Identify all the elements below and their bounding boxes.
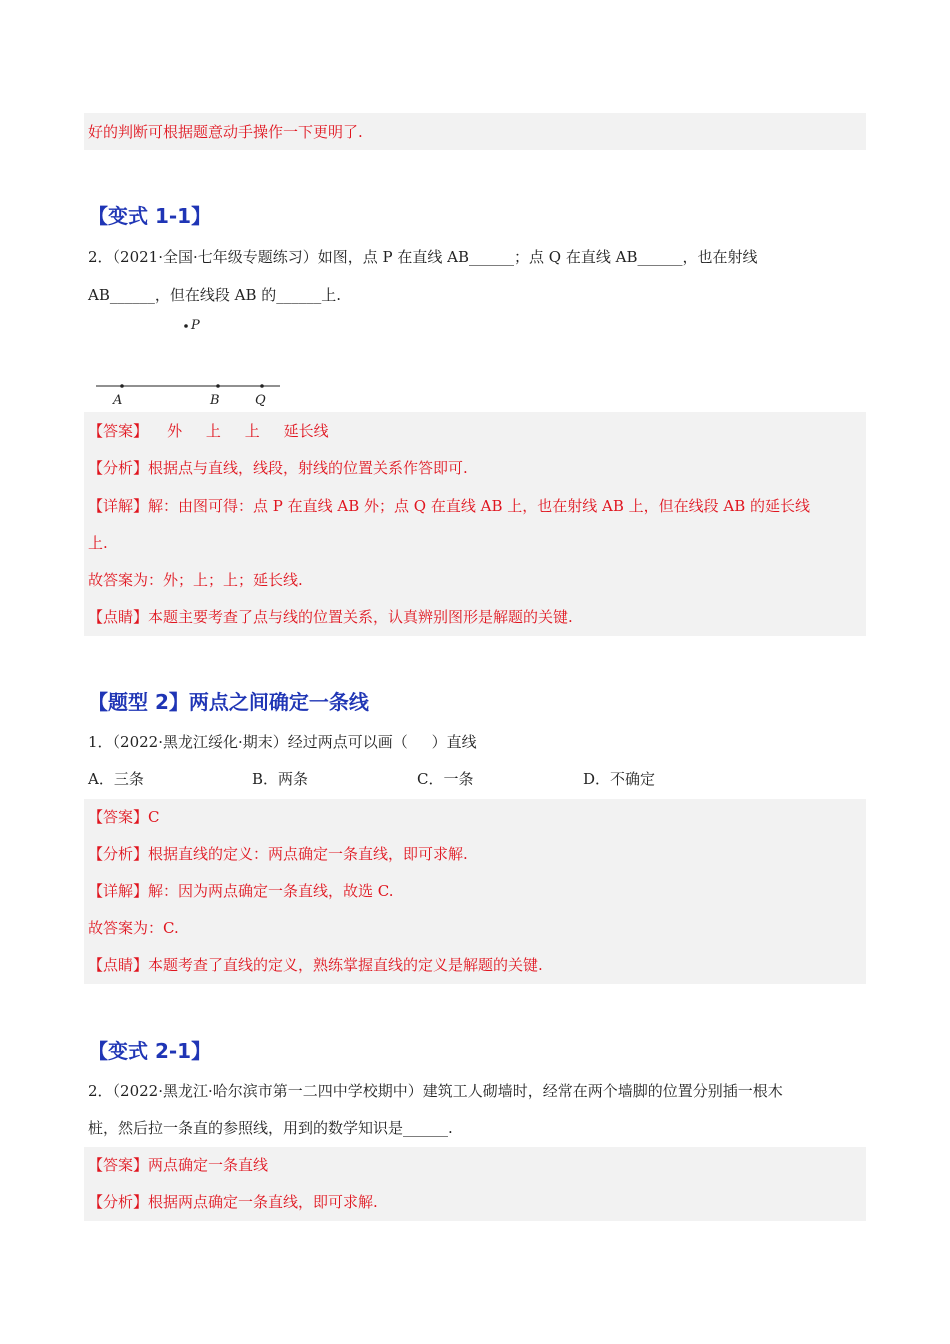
geometry-figure	[90, 312, 290, 412]
analysis-line: 【分析】根据直线的定义：两点确定一条直线，即可求解.	[88, 845, 468, 863]
answer-line: 【答案】 外 上 上 延长线	[88, 422, 329, 440]
option-d: D．不确定	[583, 770, 656, 788]
final-answer-line: 故答案为：外；上；上；延长线.	[88, 571, 303, 589]
question-line-1: 2．（2022·黑龙江·哈尔滨市第一二四中学校期中）建筑工人砌墙时，经常在两个墙脚的位置分别插一根木	[88, 1082, 783, 1100]
intro-line: 好的判断可根据题意动手操作一下更明了.	[88, 123, 363, 141]
question-line-1: 2．（2021·全国·七年级专题练习）如图，点 P 在直线 AB______；点 Q 在直线 AB______，也在射线	[88, 248, 758, 266]
point-b-dot	[216, 384, 220, 388]
point-a-dot	[120, 384, 124, 388]
heading-variant-1-1: 【变式 1-1】	[88, 204, 212, 228]
point-p-dot	[184, 324, 188, 328]
answer-line: 【答案】C	[88, 808, 160, 826]
final-answer-line: 故答案为：C.	[88, 919, 179, 937]
point-q-label: Q	[255, 393, 266, 408]
question-line-2: 桩，然后拉一条直的参照线，用到的数学知识是______.	[88, 1119, 453, 1137]
detail-line: 【详解】解：因为两点确定一条直线，故选 C.	[88, 882, 394, 900]
option-b: B．两条	[252, 770, 309, 788]
detail-line-2: 上.	[88, 534, 108, 552]
option-a: A．三条	[88, 770, 144, 788]
option-c: C．一条	[417, 770, 474, 788]
point-q-dot	[260, 384, 264, 388]
detail-line-1: 【详解】解：由图可得：点 P 在直线 AB 外；点 Q 在直线 AB 上，也在射线 AB 上，但在线段 AB 的延长线	[88, 497, 811, 515]
point-b-label: B	[210, 393, 220, 408]
question-line: 1．（2022·黑龙江绥化·期末）经过两点可以画（ ）直线	[88, 733, 477, 751]
heading-variant-2-1: 【变式 2-1】	[88, 1039, 212, 1063]
analysis-line: 【分析】根据两点确定一条直线，即可求解.	[88, 1193, 378, 1211]
answer-line: 【答案】两点确定一条直线	[88, 1156, 269, 1174]
heading-type-2: 【题型 2】两点之间确定一条线	[88, 690, 369, 714]
comment-line: 【点睛】本题主要考查了点与线的位置关系，认真辨别图形是解题的关键.	[88, 608, 573, 626]
point-a-label: A	[113, 393, 123, 408]
answer-block-1-background	[84, 412, 866, 636]
comment-line: 【点睛】本题考查了直线的定义，熟练掌握直线的定义是解题的关键.	[88, 956, 543, 974]
point-p-label: P	[191, 318, 200, 333]
analysis-line: 【分析】根据点与直线，线段，射线的位置关系作答即可.	[88, 459, 468, 477]
question-line-2: AB______，但在线段 AB 的______上.	[88, 286, 342, 304]
